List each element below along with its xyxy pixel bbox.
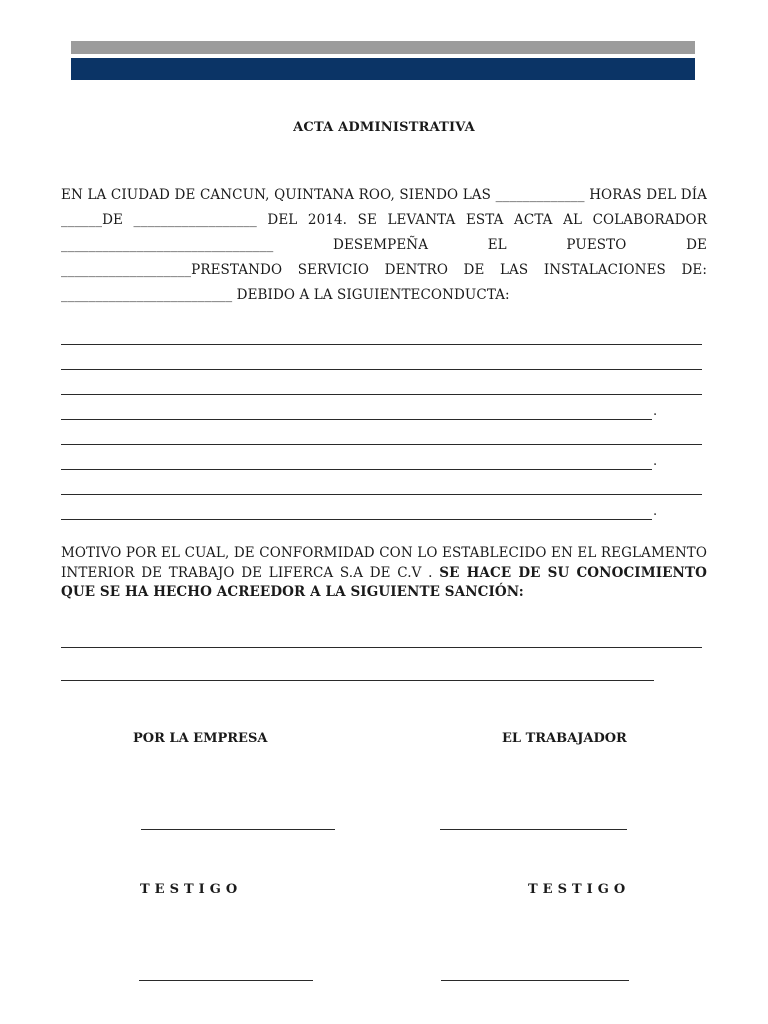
- intro-paragraph: EN LA CIUDAD DE CANCUN, QUINTANA ROO, SIENDO LAS _____________ HORAS DEL DÍA ______DE __________________ DEL 2014. SE LEVANTA ESTA ACTA AL COLABORADOR _______________________________ DESEMPEÑA EL PUESTO DE ___________________PRESTANDO SERVICIO DENTRO DE LAS INSTALACIONES DE: _________________________ DEBIDO A LA SIGUIENTECONDUCTA:: [61, 187, 707, 303]
- conduct-line-4-period: .: [653, 404, 658, 419]
- document-title: ACTA ADMINISTRATIVA: [293, 120, 475, 135]
- worker-signature-label: EL TRABAJADOR: [502, 731, 627, 746]
- witness-right-label: TESTIGO: [528, 882, 631, 897]
- company-signature-label: POR LA EMPRESA: [133, 731, 268, 746]
- conduct-line-6: [61, 469, 652, 470]
- conduct-line-6-period: .: [653, 454, 658, 469]
- header-gray-bar: [71, 41, 695, 54]
- conduct-line-3: [61, 394, 702, 395]
- conduct-line-8: [61, 519, 652, 520]
- witness-right-signature-line: [441, 980, 629, 981]
- sanction-line-1: [61, 647, 702, 648]
- header-blue-bar: [71, 58, 695, 80]
- conduct-line-4: [61, 419, 652, 420]
- motivo-bold-text: SE HACE DE SU CONOCIMIENTO QUE SE HA HECHO ACREEDOR A LA SIGUIENTE SANCIÓN:: [61, 564, 707, 600]
- company-signature-line: [141, 829, 335, 830]
- conduct-line-2: [61, 369, 702, 370]
- conduct-line-5: [61, 444, 702, 445]
- witness-left-signature-line: [139, 980, 313, 981]
- witness-left-label: TESTIGO: [140, 882, 243, 897]
- worker-signature-line: [440, 829, 627, 830]
- sanction-line-2: [61, 680, 654, 681]
- motivo-regular-text: MOTIVO POR EL CUAL, DE CONFORMIDAD CON LO ESTABLECIDO EN EL REGLAMENTO INTERIOR DE TRABAJO DE LIFERCA S.A DE C.V .: [61, 545, 707, 581]
- motivo-paragraph: [61, 544, 707, 603]
- conduct-line-7: [61, 494, 702, 495]
- conduct-line-8-period: .: [653, 504, 658, 519]
- conduct-line-1: [61, 344, 702, 345]
